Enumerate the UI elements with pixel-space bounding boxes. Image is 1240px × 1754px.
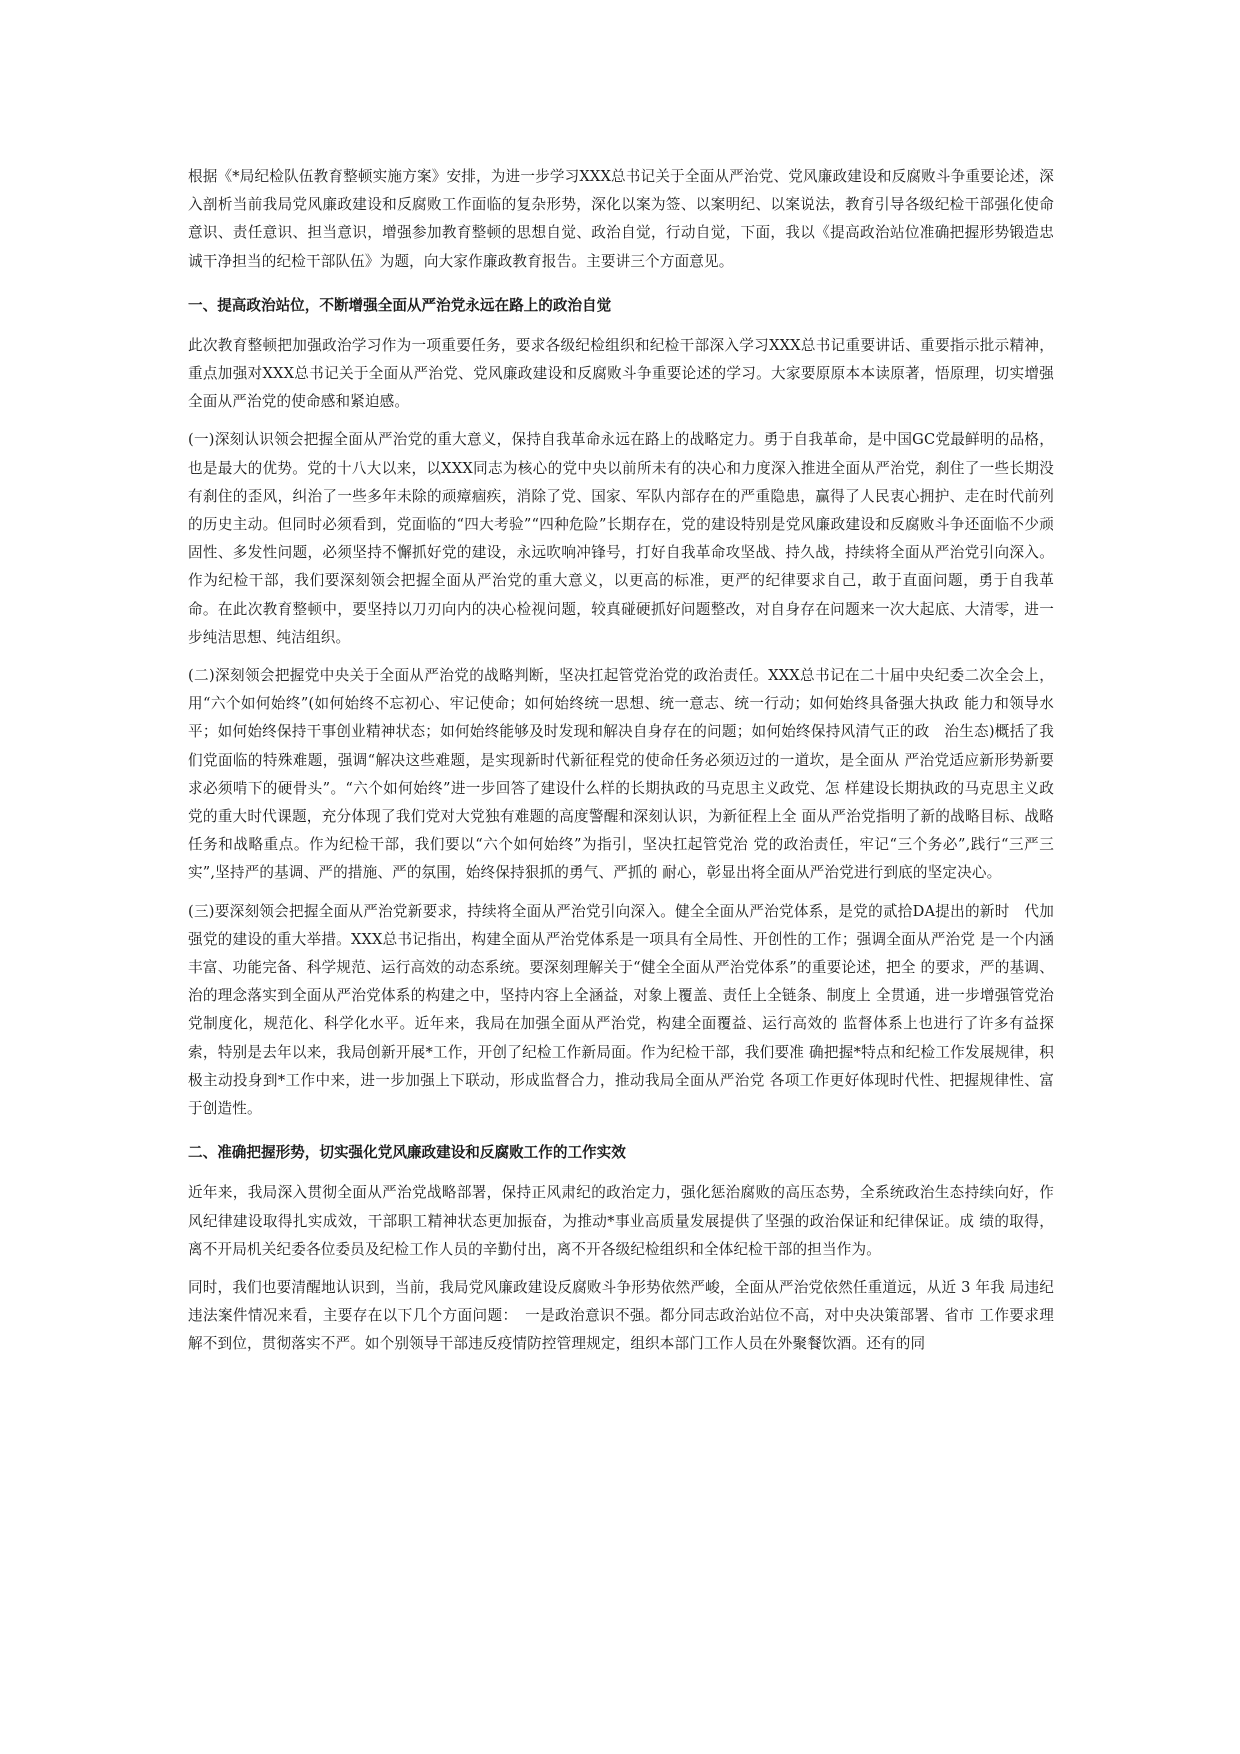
section-1-paragraph-3: (二)深刻领会把握党中央关于全面从严治党的战略判断，坚决扛起管党治党的政治责任。XXX总书记在二十届中央纪委二次全会上，用“六个如何始终”(如何始终不忘初心、牢记使命；如何始终统一思想、统一意志、统一行动；如何始终具备强大执政 能力和领导水平；如何始终保持干事创业精神状态；如何始终能够及时发现和解决自身存在的问题；如何始终保持风清气正的政 治生态)概括了我们党面临的特殊难题，强调“解决这些难题，是实现新时代新征程党的使命任务必须迈过的一道坎，是全面从 严治党适应新形势新要求必须啃下的硬骨头”。“六个如何始终”进一步回答了建设什么样的长期执政的马克思主义政党、怎 样建设长期执政的马克思主义政党的重大时代课题，充分体现了我们党对大党独有难题的高度警醒和深刻认识，为新征程上全 面从严治党指明了新的战略目标、战略任务和战略重点。作为纪检干部，我们要以“六个如何始终”为指引，坚决扛起管党治 党的政治责任，牢记“三个务必”,践行“三严三实”,坚持严的基调、严的措施、严的氛围，始终保持狠抓的勇气、严抓的 耐心，彰显出将全面从严治党进行到底的坚定决心。 (188, 667, 1054, 882)
section-2-paragraph-2: 同时，我们也要清醒地认识到，当前，我局党风廉政建设反腐败斗争形势依然严峻，全面从严治党依然任重道远，从近 3 年我 局违纪违法案件情况来看，主要存在以下几个方面问题： 一是政治意识不强。都分同志政治站位不高，对中央决策部署、省市 工作要求理解不到位，贯彻落实不严。如个别领导干部违反疫情防控管理规定，组织本部门工作人员在外聚餐饮酒。还有的同 (188, 1278, 1054, 1353)
intro-paragraph: 根据《*局纪检队伍教育整顿实施方案》安排，为进一步学习XXX总书记关于全面从严治党、党风廉政建设和反腐败斗争重要论述，深入剖析当前我局党风廉政建设和反腐败工作面临的复杂形势，深化以案为签、以案明纪、以案说法，教育引导各级纪检干部强化使命意识、责任意识、担当意识，增强参加教育整顿的思想自觉、政治自觉，行动自觉，下面，我以《提高政治站位准确把握形势锻造忠诚干净担当的纪检干部队伍》为题，向大家作廉政教育报告。主要讲三个方面意见。 (188, 168, 1054, 270)
section-2-paragraph-1: 近年来，我局深入贯彻全面从严治党战略部署，保持正风肃纪的政治定力，强化惩治腐败的高压态势，全系统政治生态持续向好，作风纪律建设取得扎实成效，干部职工精神状态更加振奋，为推动*事业高质量发展提供了坚强的政治保证和纪律保证。成 绩的取得，离不开局机关纪委各位委员及纪检工作人员的辛勤付出，离不开各级纪检组织和全体纪检干部的担当作为。 (188, 1184, 1054, 1258)
document-page (188, 163, 1054, 1359)
section-1-heading: 一、提高政治站位，不断增强全面从严治党永远在路上的政治自觉 (188, 296, 612, 314)
section-2-heading: 二、准确把握形势，切实强化党风廉政建设和反腐败工作的工作实效 (188, 1144, 626, 1162)
section-1-paragraph-2: (一)深刻认识领会把握全面从严治党的重大意义，保持自我革命永远在路上的战略定力。勇于自我革命，是中国GC党最鲜明的品格，也是最大的优势。党的十八大以来，以XXX同志为核心的党中央以前所未有的决心和力度深入推进全面从严治党，刹住了一些长期没有刹住的歪风，纠治了一些多年未除的顽瘴痼疾，消除了党、国家、军队内部存在的严重隐患，赢得了人民衷心拥护、走在时代前列的历史主动。但同时必须看到，党面临的“四大考验”“四种危险”长期存在，党的建设特别是党风廉政建设和反腐败斗争还面临不少顽固性、多发性问题，必须坚持不懈抓好党的建设，永远吹响冲锋号，打好自我革命攻坚战、持久战，持续将全面从严治党引向深入。作为纪检干部，我们要深刻领会把握全面从严治党的重大意义，以更高的标准，更严的纪律要求自己，敢于直面问题，勇于自我革命。在此次教育整顿中，要坚持以刀刃向内的决心检视问题，较真碰硬抓好问题整改，对自身存在问题来一次大起底、大清零，进一步纯洁思想、纯洁组织。 (188, 431, 1054, 646)
section-1-paragraph-1: 此次教育整顿把加强政治学习作为一项重要任务，要求各级纪检组织和纪检干部深入学习XXX总书记重要讲话、重要指示批示精神，重点加强对XXX总书记关于全面从严治党、党风廉政建设和反腐败斗争重要论述的学习。大家要原原本本读原著，悟原理，切实增强全面从严治党的使命感和紧迫感。 (188, 336, 1054, 411)
section-1-paragraph-4: (三)要深刻领会把握全面从严治党新要求，持续将全面从严治党引向深入。健全全面从严治党体系，是党的贰拾DA提出的新时 代加强党的建设的重大举措。XXX总书记指出，构建全面从严治党体系是一项具有全局性、开创性的工作；强调全面从严治党 是一个内涵丰富、功能完备、科学规范、运行高效的动态系统。要深刻理解关于“健全全面从严治党体系”的重要论述，把全 的要求，严的基调、治的理念落实到全面从严治党体系的构建之中，坚持内容上全涵益，对象上覆盖、责任上全链条、制度上 全贯通，进一步增强管党治党制度化，规范化、科学化水平。近年来，我局在加强全面从严治党，构建全面覆益、运行高效的 监督体系上也进行了许多有益探索，特别是去年以来，我局创新开展*工作，开创了纪检工作新局面。作为纪检干部，我们要准 确把握*特点和纪检工作发展规律，积极主动投身到*工作中来，进一步加强上下联动，形成监督合力，推动我局全面从严治党 各项工作更好体现时代性、把握规律性、富于创造性。 (188, 902, 1054, 1118)
